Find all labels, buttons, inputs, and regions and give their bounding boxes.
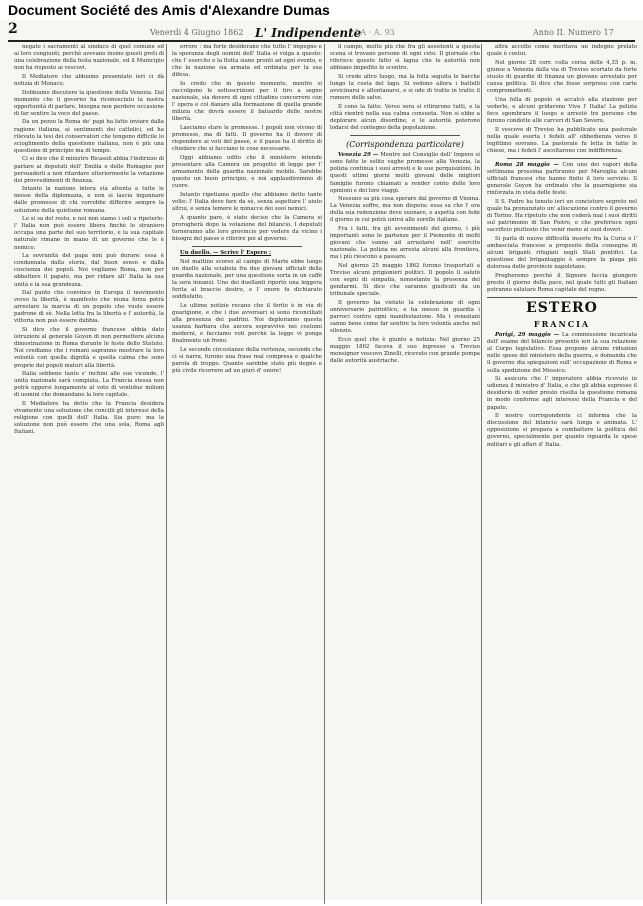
paragraph: Le ultime notizie recano che il ferito è in via di guarigione, e che i due avversari si sono riconciliati alla presenza dei padrini. Noi deploriamo questa usanza barbara che ancora sopravvive nei costumi moderni, e facciamo voti perchè la legge vi ponga finalmente un freno. xyxy=(172,302,322,345)
paragraph: il campo, molto più che fra gli assistenti a questa scena si trovano persone di ogni ceto. Il giornale che riferisce questo fatto si lagna che le autorità non abbiano impedito lo scontro. xyxy=(330,44,480,72)
paragraph-text: Mentre nel Consiglio dell' Impero si sono fatte le solite vaghe promesse alla Venezia, la polizia continua i suoi arresti e le sue perquisizioni. In questi ultimi giorni molti giovani delle migliori famiglie furono chiamati a render conto delle loro opinioni e dei loro viaggi. xyxy=(330,152,480,194)
paragraph: Il Mediatore che abbiamo presentato ieri ci dà notizia di Monaco. xyxy=(14,73,164,87)
news-paragraph xyxy=(487,162,637,197)
paragraph: Si dice che il governo francese abbia dato istruzioni al generale Goyon di non permettere alcuna dimostrazione in Roma durante le feste dello Statuto. Noi crediamo che i romani sapranno mostrare la loro volontà con quella dignità e quella calma che sono proprie dei popoli maturi alla libertà. xyxy=(14,327,164,369)
paragraph: Ecco quel che è giunto a notizia: Nel giorno 25 maggio 1862 faceva il suo ingresso a Treviso monsignor vescovo Zinelli, ricevuto con grande pompa dalle autorità austriache. xyxy=(330,336,480,365)
column-divider xyxy=(324,44,325,904)
paragraph: Pregheremo perchè il Signore faccia giungere presto il giorno della pace, nel quale tutti gli Italiani potranno salutare Roma capitale del regno. xyxy=(487,272,637,293)
francia-paragraph xyxy=(487,332,637,375)
paragraph: errore : ma forte desiderano che tutto l' impegno e la speranza degli uomini dell' Italia si volga a questo: che l' esercito e la flotta siano pronti ad ogni evento, e che la nazione sia armata ed ordinata per la sua difesa. xyxy=(172,44,322,79)
paragraph-text: La commissione incaricata dell' esame del bilancio presentò ieri la sua relazione al Corpo legislativo. Essa propone alcune riduzioni nelle spese del ministero della guerra, e domanda che il governo dia spiegazioni sull' occupazione di Roma e sulla spedizione del Messico. xyxy=(487,332,637,374)
paragraph: Nel mattino scorso al campo di Marte ebbe luogo un duello alla sciabola fra due giovani ufficiali della guardia nazionale, per una questione sorta in un caffè la sera innanzi. Uno dei duellanti riportò una leggera ferita al braccio destro, e l' onore fu dichiarato soddisfatto. xyxy=(172,258,322,301)
paragraph: negato i sacramenti al sindaco di quel comune ed ai loro congiunti, perchè avevano insino questi preti di una celebrazione della festa nazionale, ed il Municipio non ha risposto ai vescovi. xyxy=(14,44,164,72)
page-number: 2 xyxy=(8,21,18,37)
duel-heading xyxy=(172,250,322,257)
paragraph: Oggi abbiamo udito che il ministero intende presentare alla Camera un progetto di legge per l' armamento della guardia nazionale mobile. Sarebbe questo un buon principio, e noi applaudiremmo di cuore. xyxy=(172,154,322,190)
dateline: Parigi, 29 maggio — xyxy=(495,332,560,339)
paragraph: Il S. Padre ha tenuto ieri un concistoro segreto nel quale ha pronunziato un' allocuzione contro il governo di Torino. Ha ripetuto che non cederà mai i suoi diritti sul patrimonio di San Pietro, e che preferisce ogni sacrificio piuttosto che venir meno ai suoi doveri. xyxy=(487,198,637,234)
section-rule xyxy=(350,135,460,136)
column-2 xyxy=(172,44,322,906)
masthead-date: Venerdi 4 Giugno 1862 xyxy=(150,28,244,37)
paragraph: Il nostro corrispondente ci informa che la discussione del bilancio sarà lunga e animata. L' opposizione si prepara a combattere la politica del governo, specialmente per quanto riguarda le spese militari e gli affari d' Italia. xyxy=(487,413,637,448)
francia-heading: FRANCIA xyxy=(533,319,591,330)
paragraph: Nel giorno 28 corr. colla corsa delle 4,35 p. m. giunse a Venezia dalla via di Treviso scortato da forte stuolo di guardie di finanza un giovane arrestato per causa politica. Si dice che fosse sorpreso con carte compromettenti. xyxy=(487,59,637,95)
header-rule xyxy=(8,40,635,42)
paragraph: Il Mediatore ha detto che la Francia desidera vivamente una soluzione che concilii gli interessi della religione con quelli dell' Italia. Sia pure: ma la soluzione non può essere che una sola, Roma agli Italiani. xyxy=(14,401,164,436)
paragraph: Il governo ha vietato la celebrazione di ogni anniversario patriottico, e ha messo in guardia i parroci contro ogni manifestazione. Ma i veneziani sanno bene come far sentire la loro volontà anche nel silenzio. xyxy=(330,300,480,335)
paragraph-text: Con uno dei vapori della settimana prossima partiranno per Marsiglia alcuni ufficiali francesi che hanno finito il loro servizio. Il generale Goyon ha ordinato che la guarnigione sia rinforzata in vista delle feste. xyxy=(487,161,637,197)
paragraph: Si crede altro luogo, ma la folla seguita le barche lungo la costa del lago. Si vedono allora i battelli avvicinarsi e allontanarsi, e si ode di tratto in tratto il rumore delle salve. xyxy=(330,73,480,102)
masthead-issue: Anno II. Numero 17 xyxy=(533,28,614,37)
column-1 xyxy=(14,44,164,906)
paragraph: Dal punto che convince in Europa il movimento verso la libertà, è manifesto che niuna forza potrà arrestare la marcia di un popolo che vuole essere padrone di sè. Nella lotta fra la libertà e l' autorità, la vittoria non può essere dubbia. xyxy=(14,290,164,325)
watermark-title: Document Société des Amis d'Alexandre Dumas xyxy=(8,2,330,18)
paragraph: Il vescovo di Treviso ha pubblicato una pastorale nella quale esorta i fedeli all' obbedienza verso il legittimo sovrano. La pastorale fu letta in tutte le chiese, ma i fedeli l' ascoltarono con indifferenza. xyxy=(487,126,637,154)
paragraph: Fra i fatti, fra gli avvenimenti del giorno, i più importanti sono le partenze per il Piemonte di molti giovani che vanno ad arruolarsi nell' esercito nazionale. La polizia ne arresta alcuni alla frontiera, ma i più riescono a passare. xyxy=(330,226,480,261)
column-divider xyxy=(481,44,482,904)
paragraph: Da un pezzo la Roma de' papi ha fatto inviare dalla ragione italiana, ai sentimenti dei cattolici, ed ha rilevato la tesi dei conservatori che tengono difficile lo scioglimento della questione italiana, non è più una questione di principio ma di tempo. xyxy=(14,119,164,154)
paragraph: Lasciamo stare le promesse. I popoli non vivono di promesse, ma di fatti. Il governo ha il dovere di rispondere ai voti del paese, e il paese ha il diritto di chiedere che si facciano le cose necessarie. xyxy=(172,125,322,153)
masthead-title: L' Indipendente xyxy=(255,26,362,40)
duel-title: Un duello. — Scrive l' Espero : xyxy=(180,250,271,257)
dateline: Roma 28 maggio — xyxy=(495,161,559,168)
paragraph: altra accolte come meritava un indegno prelato quale è costui. xyxy=(487,44,637,58)
masthead-stamp: LA · A. 93 xyxy=(355,28,395,37)
dateline: Venezia 29 — xyxy=(338,152,379,159)
correspondence-heading: (Corrispondenza particolare) xyxy=(346,140,464,150)
estero-heading: ESTERO xyxy=(487,297,637,316)
paragraph: A quanto pare, è stato deciso che la Camera si prorogherà dopo la votazione del bilancio. I deputati torneranno alle loro provincie per vedere da vicino i bisogni del paese e riferire poi al governo. xyxy=(172,214,322,242)
paragraph: Il cono la fatto. Verso sera si ritirarono tutti, e la città rientrò nella sua calma consueta. Non si ebbe a deplorare alcun disordine, e le autorità poterono lodarsi del contegno della popolazione. xyxy=(330,103,480,132)
paragraph: Io credo che in questo momento, mentre si raccolgono le sottoscrizioni per il tiro a segno nazionale, sia dovere di ogni cittadino concorrere con l' opera e col danaro alla formazione di quella grande milizia che dovrà essere il baluardo delle nostre libertà. xyxy=(172,80,322,123)
column-divider xyxy=(166,44,167,904)
paragraph: Si parla di nuove difficoltà insorte fra la Curia e l' ambasciata francese a proposito della consegna di alcuni briganti rifugiati negli Stati pontifici. La questione del brigantaggio è sempre la piaga più dolorosa delle provincie napoletane. xyxy=(487,235,637,271)
paragraph: La sovranità del papa non può durare: essa è condannata dalla storia, dal buon senso e dalla coscienza dei popoli. Noi vogliamo Roma, non per abbattere il papato, ma per ridare all' Italia la sua unità e la sua grandezza. xyxy=(14,253,164,288)
section-rule xyxy=(192,246,302,247)
correspondence-paragraph xyxy=(330,152,480,195)
masthead xyxy=(0,20,643,40)
section-rule xyxy=(507,158,617,159)
paragraph: Lo si sa del resto, e noi non siamo i soli a ripeterlo: l' Italia non può essere libera finchè lo straniero occupa una parte del suo territorio, e la sua capitale naturale rimane in mano di un governo che le è nemico. xyxy=(14,216,164,251)
column-4 xyxy=(487,44,637,906)
paragraph: Intanto la nazione intera sta attenta a tutte le mosse della diplomazia, e non si lascia ingannare dalle promesse di chi vorrebbe differire sempre la soluzione della quistione romana. xyxy=(14,186,164,214)
paragraph: Nel giorno 25 maggio 1862 furono trasportati a Treviso alcuni prigionieri politici. Il popolo li salutò con segni di simpatia, nonostante la presenza dei gendarmi. Si dice che saranno giudicati da un tribunale speciale. xyxy=(330,263,480,298)
newspaper-page xyxy=(0,20,643,900)
paragraph: Una folla di popolo si accalcò alla stazione per vederlo, e alcuni gridarono Viva l' Italia! La polizia fece sgombrare il luogo e arrestò tre persone che furono condotte alle carceri di San Severo. xyxy=(487,96,637,124)
paragraph: Le seconde circostanze della vertenza, secondo che ci si narra, furono una frase mal compresa e qualche parola di troppo. Quanto sarebbe stato più degno e più civile ricorrere ad un giurì d' onore! xyxy=(172,346,322,375)
paragraph: Si assicura che l' imperatore abbia ricevuto in udienza il ministro d' Italia, e che gli abbia espresso il desiderio di veder presto risolta la questione romana in modo conforme agli interessi della Francia e del papato. xyxy=(487,376,637,411)
paragraph: Nessuno sa più cosa sperare dal governo di Vienna. La Venezia soffre, ma non dispera: essa sa che l' ora della sua redenzione deve suonare, e aspetta con fede il giorno in cui potrà unirsi alle sorelle italiane. xyxy=(330,196,480,224)
paragraph: Dobbiamo discutere la questione della Venezia. Dal momento che il governo ha riconosciuto la nostra opportunità di parlare, bisogna non perdere occasione di far sentire la voce del paese. xyxy=(14,89,164,117)
paragraph: Italia sebbene tanto s' inchini alle sue vicende, l' unità nazionale sarà compiuta. La Francia stessa non potrà opporsi lungamente al voto di ventidue milioni di uomini che domandano la loro capitale. xyxy=(14,371,164,399)
column-3 xyxy=(330,44,480,906)
paragraph: Ci si dice che il ministro Ricasoli abbia l'indirizzo di parlare ai deputati dell' Emilia e delle Romagne per persuaderli a non ritardare ulteriormente la votazione dei provvedimenti di finanza. xyxy=(14,156,164,184)
paragraph: Intanto ripetiamo quello che abbiamo detto tante volte: l' Italia deve fare da sè, senza aspettare l' aiuto altrui, e senza temere le minacce dei suoi nemici. xyxy=(172,191,322,213)
